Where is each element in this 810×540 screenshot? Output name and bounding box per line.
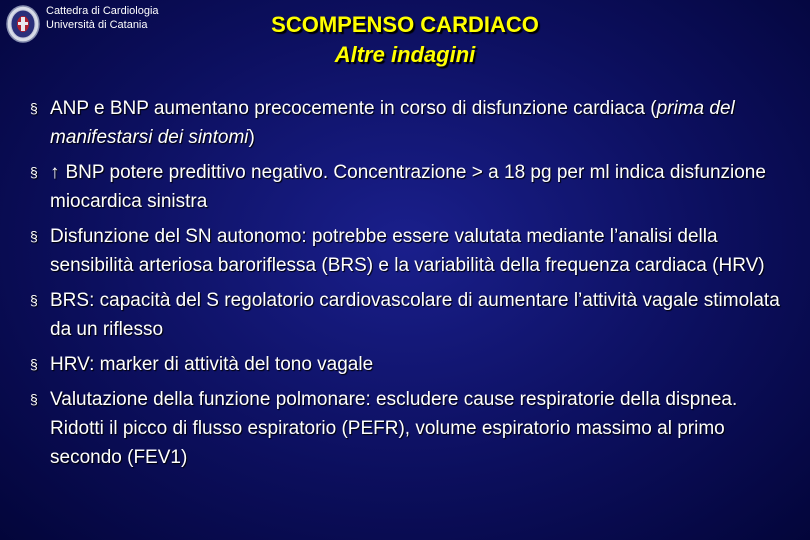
bullet-text: BNP potere predittivo negativo. Concentrazione > a 18 pg per ml indica disfunzione miocardica sinistra [50, 162, 766, 212]
institution-line-1: Cattedra di Cardiologia [46, 5, 159, 17]
bullet-list [30, 94, 790, 478]
bullet-item [30, 286, 790, 344]
bullet-item [30, 385, 790, 472]
bullet-text: Disfunzione del SN autonomo: potrebbe essere valutata mediante l’analisi della sensibilità arteriosa baroriflessa (BRS) e la variabilità della frequenza cardiaca (HRV) [50, 226, 765, 276]
bullet-text: HRV: marker di attività del tono vagale [50, 354, 374, 375]
bullet-item [30, 222, 790, 280]
bullet-marker-icon: § [30, 356, 38, 372]
bullet-marker-icon: § [30, 228, 38, 244]
bullet-item [30, 158, 790, 216]
bullet-italic-text: prima del manifestarsi dei sintomi [50, 98, 735, 148]
institution-line-2: Università di Catania [46, 19, 148, 31]
title-subtitle: Altre indagini [334, 42, 476, 67]
bullet-text: Valutazione della funzione polmonare: escludere cause respiratorie della dispnea. Ridotti il picco di flusso espiratorio (PEFR), volume espiratorio massimo al primo secondo (FEV1) [50, 389, 738, 468]
up-arrow-icon: ↑ [50, 162, 60, 183]
bullet-item [30, 94, 790, 152]
bullet-text: ANP e BNP aumentano precocemente in corso di disfunzione cardiaca ( [50, 98, 657, 119]
bullet-marker-icon: § [30, 292, 38, 308]
title-main: SCOMPENSO CARDIACO [271, 12, 539, 37]
slide-title [180, 10, 630, 70]
bullet-item [30, 350, 790, 379]
bullet-marker-icon: § [30, 391, 38, 407]
bullet-marker-icon: § [30, 100, 38, 116]
institution-label [46, 4, 159, 32]
bullet-marker-icon: § [30, 164, 38, 180]
university-seal-icon [5, 4, 41, 44]
bullet-tail-text: ) [248, 127, 255, 148]
bullet-text: BRS: capacità del S regolatorio cardiovascolare di aumentare l’attività vagale stimolata da un riflesso [50, 290, 780, 340]
